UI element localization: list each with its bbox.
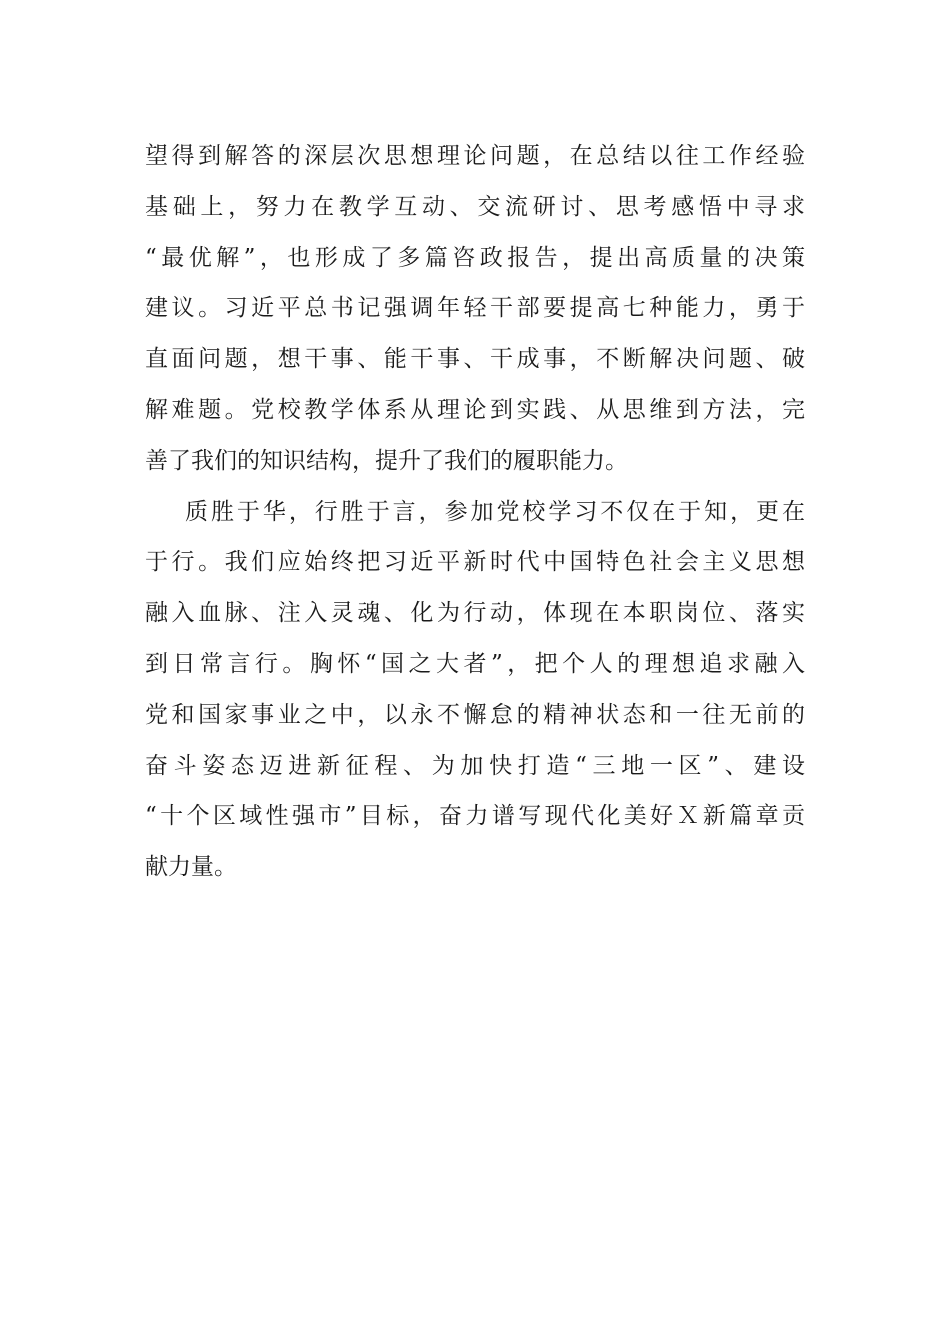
text-line: 党和国家事业之中，以永不懈怠的精神状态和一往无前的 xyxy=(145,701,805,728)
text-line: 奋斗姿态迈进新征程、为加快打造“三地一区”、建设 xyxy=(145,752,805,779)
text-line: 善了我们的知识结构，提升了我们的履职能力。 xyxy=(145,447,628,474)
paragraph-2 xyxy=(145,487,805,893)
text-line: 于行。我们应始终把习近平新时代中国特色社会主义思想 xyxy=(145,549,805,576)
text-line: 解难题。党校教学体系从理论到实践、从思维到方法，完 xyxy=(145,396,805,423)
text-line: 质胜于华，行胜于言，参加党校学习不仅在于知，更在 xyxy=(185,498,805,525)
text-line: “最优解”，也形成了多篇咨政报告，提出高质量的决策 xyxy=(145,244,805,271)
text-line: “十个区域性强市”目标，奋力谱写现代化美好Ｘ新篇章贡 xyxy=(145,803,805,830)
text-line: 基础上，努力在教学互动、交流研讨、思考感悟中寻求 xyxy=(145,193,805,220)
text-line: 建议。习近平总书记强调年轻干部要提高七种能力，勇于 xyxy=(145,295,805,322)
text-line: 直面问题，想干事、能干事、干成事，不断解决问题、破 xyxy=(145,346,805,373)
text-line: 望得到解答的深层次思想理论问题，在总结以往工作经验 xyxy=(145,143,805,169)
paragraph-1 xyxy=(145,131,805,487)
document-body xyxy=(145,131,805,893)
text-line: 到日常言行。胸怀“国之大者”，把个人的理想追求融入 xyxy=(145,650,805,677)
text-line: 献力量。 xyxy=(145,854,237,881)
text-line: 融入血脉、注入灵魂、化为行动，体现在本职岗位、落实 xyxy=(145,600,805,627)
